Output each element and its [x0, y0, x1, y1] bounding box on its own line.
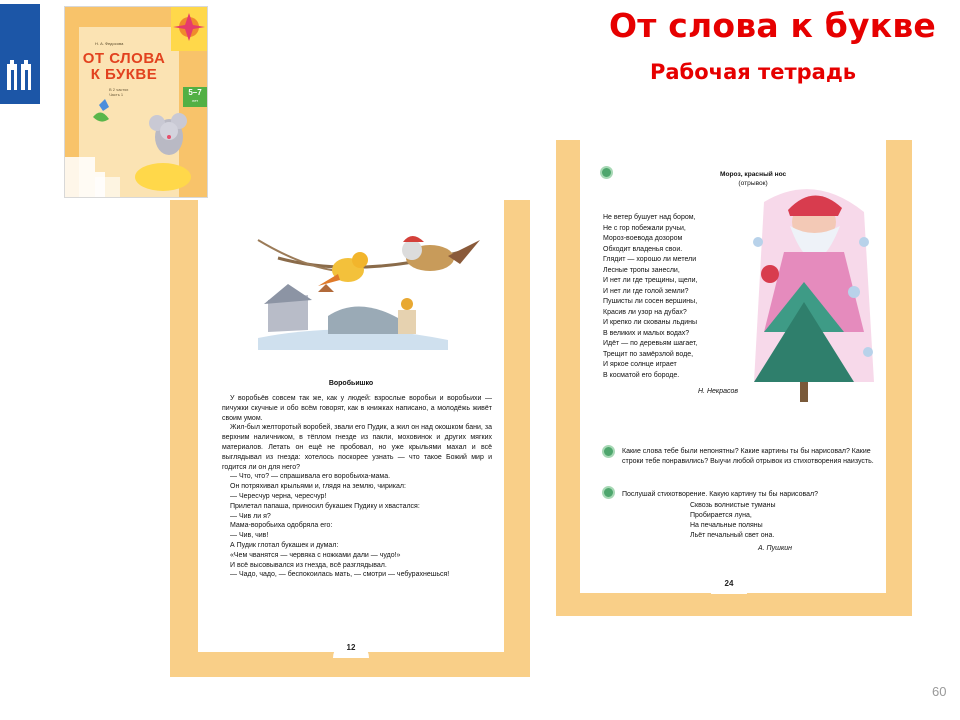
poem-text [603, 213, 743, 381]
poem-line: Не с гор побежали ручьи, [603, 224, 686, 232]
poem-line: И крепко ли скованы льдины [603, 319, 698, 326]
cover-author: Н. А. Федосова [95, 41, 124, 46]
cover-age-unit: лет [191, 98, 199, 103]
poem-line: Трещит по замёрзлой воде, [603, 350, 694, 358]
story-paragraph: У воробьёв совсем так же, как у людей: взрослые воробьи и воробьихи — пичужки скучные и обо всём говорят, как в книжках написано, а молодёжь живёт своим умом. [222, 395, 492, 422]
poem-line: Красив ли узор на дубах? [603, 308, 687, 316]
poem-line: И нет ли где голой земли? [603, 287, 689, 295]
listen-icon [602, 486, 615, 499]
cover-title-line1: ОТ СЛОВА [82, 50, 166, 67]
story-paragraph: — Чадо, чадо, — беспокоилась мать, — смотри — чебурахнешься! [230, 571, 450, 579]
pushkin-author: А. Пушкин [758, 545, 792, 552]
poem-line: И нет ли где трещины, щели, [603, 277, 698, 284]
cover-parts-line1: В 2 частях [109, 87, 129, 92]
poem2-line: Сквозь волнистые туманы [690, 502, 776, 509]
right-page-sheet [580, 140, 886, 593]
cover-parts-line2: Часть 1 [109, 92, 124, 97]
cover-parts [109, 87, 128, 97]
story-text [222, 394, 492, 580]
pushkin-poem [690, 501, 840, 541]
page-title: От слова к букве [608, 6, 936, 45]
publisher-logo [0, 4, 40, 104]
right-page-number: 24 [711, 576, 747, 594]
poem-line: Лесные тропы занесли, [603, 266, 680, 274]
task-icon [602, 445, 615, 458]
poem-title-note: (отрывок) [738, 180, 768, 187]
poem-line: Обходит владенья свои. [603, 245, 683, 253]
cover-title-line2: К БУКВЕ [90, 66, 158, 83]
cover-age-badge [183, 87, 207, 107]
story-paragraph: — Что, что? — спрашивала его воробьиха-мама. [230, 473, 391, 481]
story-paragraph: Жил-был желторотый воробей, звали его Пудик, а жил он над окошком бани, за верхним наличником, в тёплом гнезде из пакли, моховинок и других мягких материалов. Летать он ещё не пробовал, но уже крыльями махал и всё выглядывал из гнезда: хотелось поскорее узнать — что такое Божий мир и годится ли он для него? [222, 424, 492, 471]
poem2-line: На печальные поляны [690, 522, 763, 529]
story-paragraph: А Пудик глотал букашек и думал: [230, 541, 339, 549]
story-paragraph: Мама-воробьиха одобряла его: [230, 522, 333, 530]
task-questions: Какие слова тебе были непонятны? Какие картины ты бы нарисовал? Какие строки тебе понравились? Выучи любой отрывок из стихотворения наизусть. [622, 448, 874, 465]
poem2-line: Пробирается луна, [690, 512, 752, 519]
poem-author: Н. Некрасов [698, 388, 739, 395]
poem-line: И яркое солнце играет [603, 361, 677, 368]
story-paragraph: — Чересчур черна, чересчур! [230, 492, 327, 500]
left-page-number: 12 [333, 640, 369, 658]
poem-line: Мороз-воевода дозором [603, 235, 683, 242]
story-paragraph: «Чем чванятся — червяка с ножками дали — чудо!» [230, 551, 401, 559]
poem-line: В косматой его бороде. [603, 371, 680, 379]
book-cover [64, 6, 208, 198]
poem-line: Идёт — по деревьям шагает, [603, 340, 698, 347]
story-paragraph: — Чив ли я? [230, 512, 271, 520]
left-book-page [170, 200, 530, 677]
poem-title-text: Мороз, красный нос [720, 171, 787, 178]
story-title: Воробьишко [328, 380, 374, 387]
story-paragraph: Он потряхивал крыльями и, глядя на землю, чирикал: [230, 483, 406, 491]
poem-line: Не ветер бушует над бором, [603, 214, 696, 221]
slide-number: 60 [932, 684, 947, 699]
poem-line: Глядит — хорошо ли метели [603, 256, 697, 263]
poem-line: В великих и малых водах? [603, 329, 690, 337]
read-icon [600, 166, 613, 179]
story-paragraph: Прилетал папаша, приносил букашек Пудику и хвастался: [230, 502, 420, 510]
right-book-page [556, 140, 912, 616]
poem-line: Пушисты ли сосен вершины, [603, 298, 698, 305]
story-paragraph: И всё высовывался из гнезда, всё разглядывал. [230, 561, 387, 569]
publisher-logo-icon [6, 58, 34, 94]
task-listen: Послушай стихотворение. Какую картину ты бы нарисовал? [622, 491, 819, 498]
poem2-line: Льёт печальный свет она. [690, 532, 775, 539]
cover-age-range: 5–7 [188, 88, 202, 97]
left-page-sheet [198, 200, 504, 652]
page-subtitle: Рабочая тетрадь [650, 60, 857, 84]
ded-moroz-illustration [744, 182, 884, 442]
story-paragraph: — Чив, чив! [230, 532, 269, 540]
sparrows-illustration [198, 200, 504, 370]
